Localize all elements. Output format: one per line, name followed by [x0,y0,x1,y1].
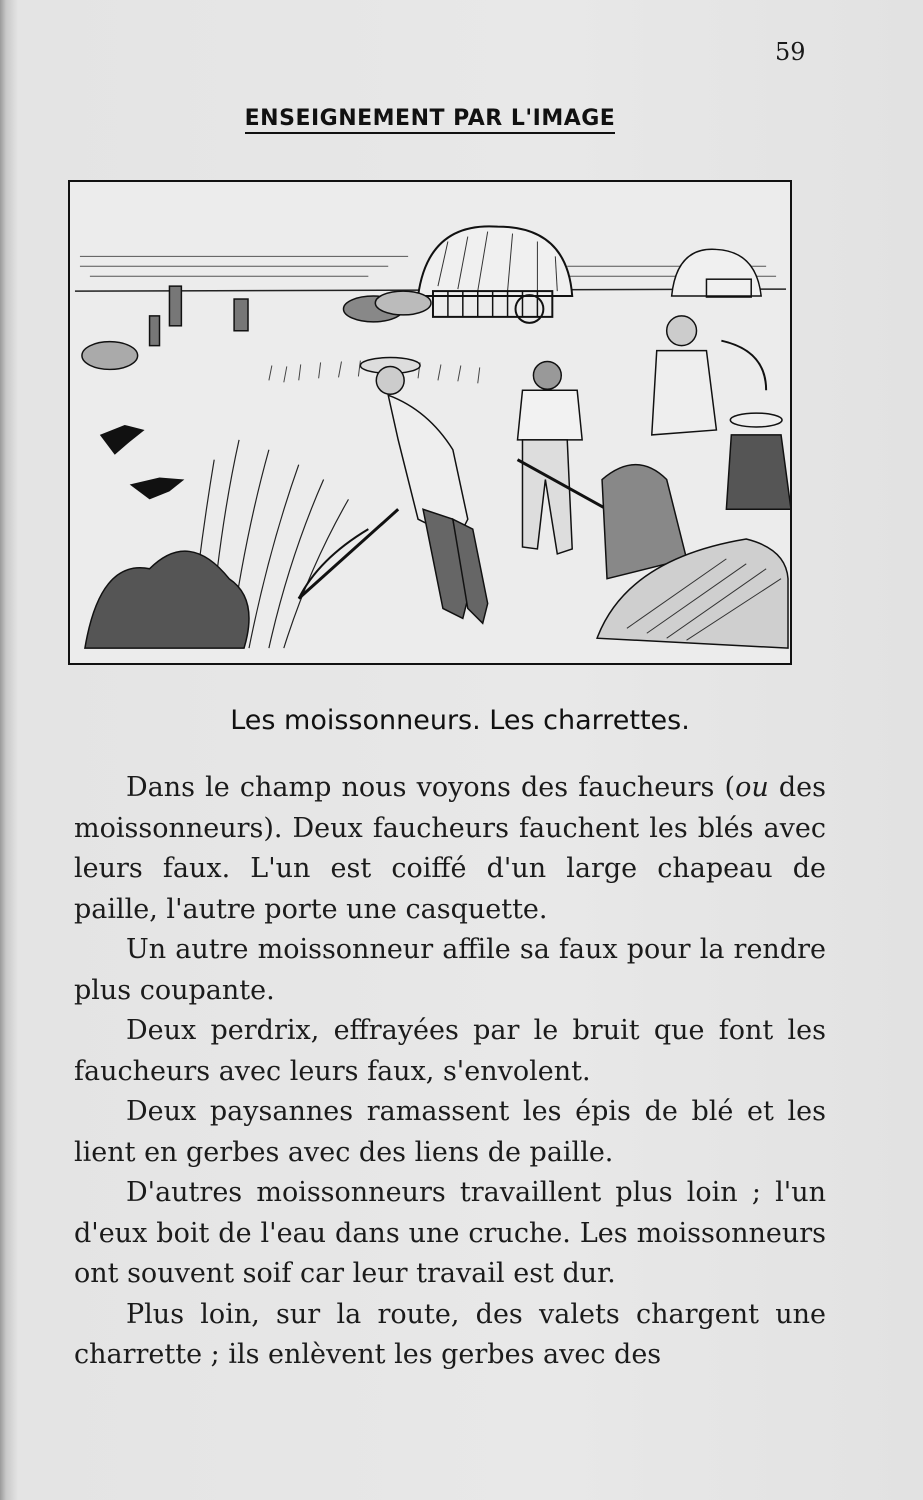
reaper-with-hat [299,358,488,624]
paragraph-3: Deux perdrix, effrayées par le bruit que font les faucheurs avec leurs faux, s'envolent. [74,1015,826,1087]
illustration-caption: Les moissonneurs. Les charrettes. [230,705,690,736]
section-title-text: ENSEIGNEMENT PAR L'IMAGE [245,106,616,134]
ox-back [375,291,431,315]
paragraph-4: Deux paysannes ramassent les épis de blé et les lient en gerbes avec des liens de paille. [74,1096,826,1168]
paragraph-5: D'autres moissonneurs travaillent plus loin ; l'un d'eux boit de l'eau dans une cruche. Les moissonneurs ont souvent soif car leur travail est dur. [74,1177,826,1289]
cart-wheel [516,295,544,323]
section-title [200,106,660,131]
body-text [74,768,826,1376]
foreground-bush [85,551,249,648]
reaper-with-cap [518,362,608,554]
paragraph-1-text-b: des moissonneurs). Deux faucheurs fauchent les blés avec leurs faux. L'un est coiffé d'un large chapeau de paille, l'autre porte une casquette. [74,772,827,925]
distant-haystack [672,249,762,296]
paragraph-2: Un autre moissonneur affile sa faux pour la rendre plus coupante. [74,934,826,1006]
partridge-2 [130,478,185,500]
paragraph-1-text-a: Dans le champ nous voyons des faucheurs ( [126,772,736,803]
harvest-illustration [68,180,792,665]
paragraph-1 [74,768,826,930]
paragraph-6: Plus loin, sur la route, des valets chargent une charrette ; ils enlèvent les gerbes avec des [74,1298,826,1370]
partridge-1 [100,425,145,455]
haystack-cart [418,226,572,296]
page-number: 59 [775,38,806,66]
distant-workers [82,286,248,369]
harvest-engraving [70,182,790,663]
paragraph-1-italic: ou [735,772,769,803]
